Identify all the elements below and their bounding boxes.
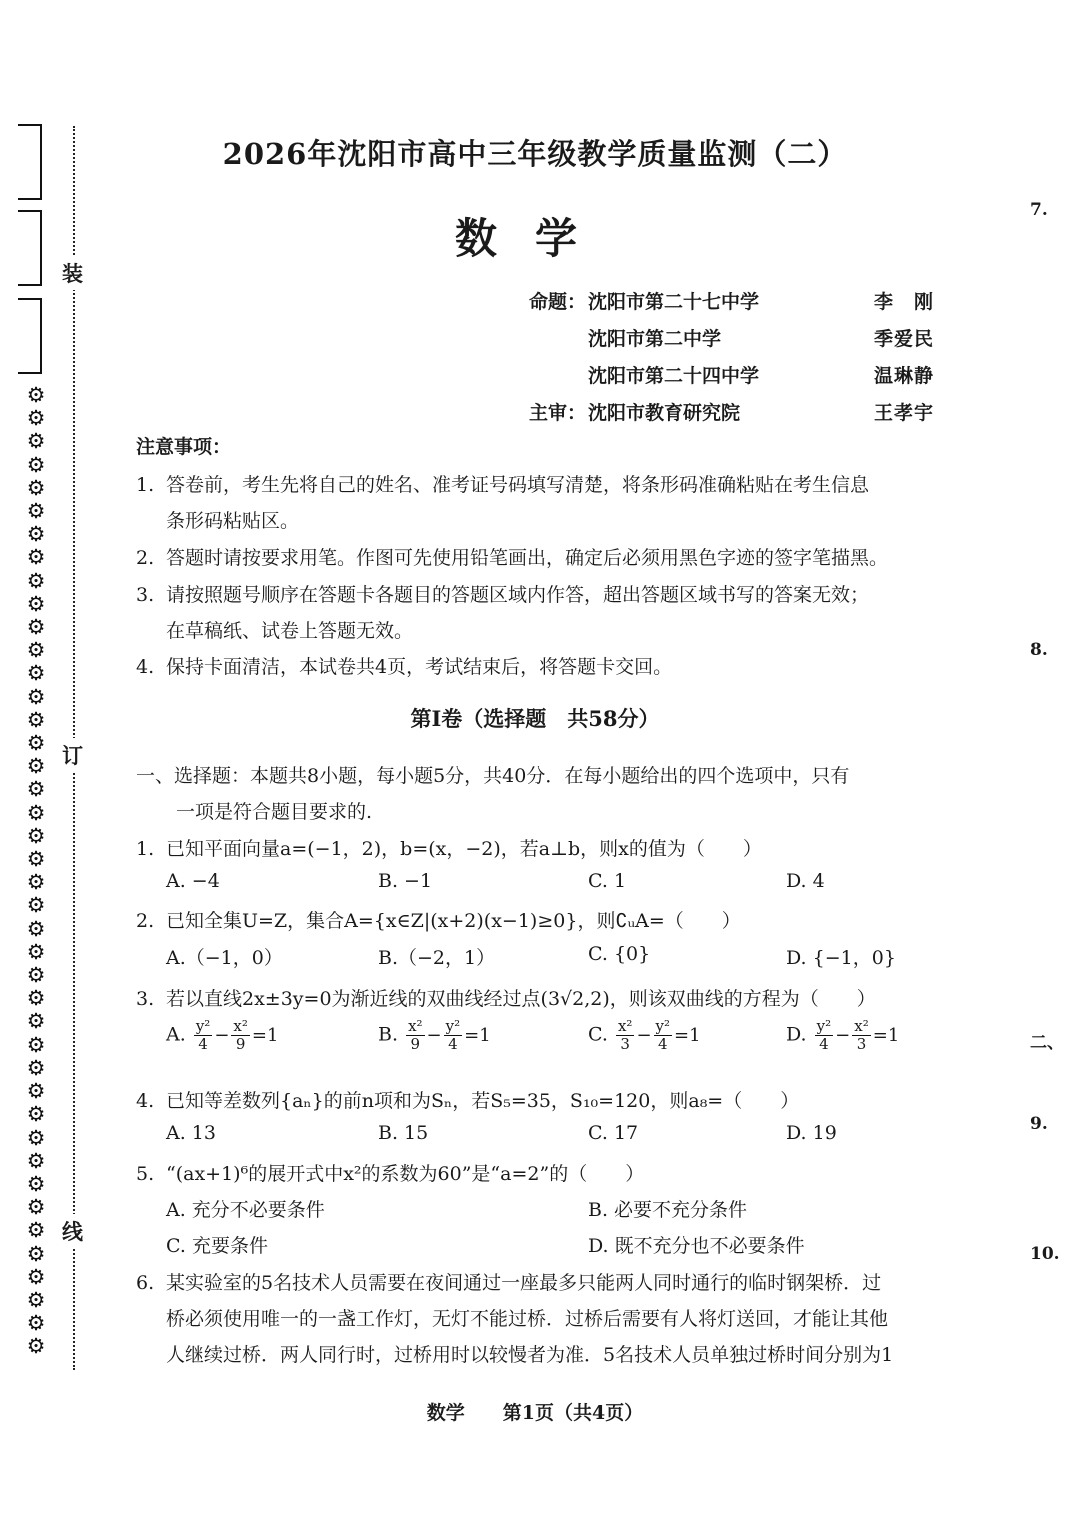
gear-icon: ⚙: [26, 568, 46, 593]
option-a: A. $\frac{\text{y²}}{4}$ − $\frac{\text{x²}}{9}$ =1: [166, 1017, 279, 1053]
equation-rhs: =1: [251, 1025, 279, 1046]
author-row: [520, 324, 940, 352]
question-stem: 已知平面向量a=(−1，2)，b=(x，−2)，若a⊥b，则x的值为（ ）: [166, 838, 762, 860]
option-d: D. $\frac{\text{y²}}{4}$ − $\frac{\text{x²}}{3}$ =1: [786, 1017, 900, 1053]
option-b: B. −1: [378, 870, 433, 892]
edge-question-number: 8.: [1030, 640, 1048, 660]
question-number: 4.: [136, 1090, 155, 1112]
fraction: $\frac{\text{y²}}{4}$: [445, 1017, 461, 1053]
author-row: [520, 361, 940, 389]
option-d: D. {−1，0}: [786, 947, 896, 969]
gear-icon: ⚙: [26, 777, 46, 802]
author-school: 沈阳市第二十四中学: [588, 365, 760, 387]
gear-icon: ⚙: [26, 870, 46, 895]
fraction: $\frac{\text{y²}}{4}$: [195, 1017, 211, 1053]
option-label: D.: [786, 1023, 807, 1046]
question-6: [136, 1268, 881, 1295]
notice-text: 保持卡面清洁，本试卷共4页，考试结束后，将答题卡交回。: [166, 656, 673, 678]
gear-icon: ⚙: [26, 1032, 46, 1057]
gear-icon: ⚙: [26, 383, 46, 407]
gear-icon: ⚙: [26, 1311, 46, 1336]
gear-icon: ⚙: [26, 1334, 46, 1359]
gear-icon: ⚙: [26, 522, 46, 547]
author-person: 李 刚: [874, 291, 935, 313]
gear-icon: ⚙: [26, 638, 46, 663]
option-a: A. 充分不必要条件: [166, 1199, 325, 1221]
option-label: C.: [588, 1023, 608, 1046]
question-stem: 已知等差数列{aₙ}的前n项和为Sₙ，若S₅=35，S₁₀=120，则a₈=（ ）: [166, 1090, 800, 1112]
fraction: $\frac{\text{x²}}{3}$: [617, 1017, 633, 1053]
notice-item: [136, 580, 869, 607]
gear-icon: ⚙: [26, 1079, 46, 1104]
gear-icon: ⚙: [26, 731, 46, 756]
question-stem: 若以直线2x±3y=0为渐近线的双曲线经过点(3√2,2)，则该双曲线的方程为（ ）: [166, 988, 876, 1010]
notice-text: 在草稿纸、试卷上答题无效。: [166, 620, 414, 642]
edge-question-number: 9.: [1030, 1114, 1048, 1134]
gear-icon: ⚙: [26, 800, 46, 825]
gear-icon: ⚙: [26, 916, 46, 941]
author-row: [520, 398, 940, 426]
fraction: $\frac{\text{x²}}{9}$: [408, 1017, 423, 1053]
option-a: A. −4: [166, 870, 220, 892]
gear-icon: ⚙: [26, 1009, 46, 1034]
equation-rhs: =1: [464, 1025, 491, 1046]
gear-border: [22, 384, 50, 1359]
gear-icon: ⚙: [26, 661, 46, 686]
notice-text: 答卷前，考生先将自己的姓名、准考证号码填写清楚，将条形码准确粘贴在考生信息: [166, 474, 870, 496]
option-b: B. $\frac{\text{x²}}{9}$ − $\frac{\text{y²}}{4}$ =1: [378, 1017, 491, 1053]
notice-number: 4.: [136, 656, 155, 678]
option-c: C. $\frac{\text{x²}}{3}$ − $\frac{\text{y²}}{4}$ =1: [588, 1017, 701, 1053]
author-school: 沈阳市第二中学: [588, 328, 722, 350]
notice-text: 答题时请按要求用笔。作图可先使用铅笔画出，确定后必须用黑色字迹的签字笔描黑。: [166, 547, 889, 569]
gear-icon: ⚙: [26, 591, 46, 616]
page-footer: 数学 第1页（共4页）: [426, 1402, 644, 1424]
notice-text: 请按照题号顺序在答题卡各题目的答题区域内作答，超出答题区域书写的答案无效；: [166, 584, 870, 606]
option-c: C. {0}: [588, 943, 651, 965]
gear-icon: ⚙: [26, 963, 46, 988]
fraction: $\frac{\text{x²}}{9}$: [233, 1017, 248, 1053]
section-heading: 一项是符合题目要求的.: [176, 801, 373, 823]
question-3: [136, 984, 876, 1011]
fraction: $\frac{\text{y²}}{4}$: [655, 1017, 671, 1053]
question-2: [136, 906, 741, 933]
question-number: 6.: [136, 1272, 155, 1294]
option-d: D. 19: [786, 1122, 837, 1144]
binding-char-zhuang: 装: [62, 256, 83, 290]
option-b: B. 必要不充分条件: [588, 1199, 748, 1221]
volume-title: 第Ⅰ卷（选择题 共58分）: [410, 706, 660, 731]
gear-icon: ⚙: [26, 1218, 46, 1243]
gear-icon: ⚙: [26, 939, 46, 964]
notice-heading: 注意事项：: [136, 436, 232, 458]
gear-icon: ⚙: [26, 475, 46, 500]
gear-icon: ⚙: [26, 1195, 46, 1220]
question-stem: “(ax+1)⁶的展开式中x²的系数为60”是“a=2”的（ ）: [166, 1163, 645, 1185]
author-role: 命题：: [528, 291, 586, 313]
edge-section-marker: 二、: [1030, 1033, 1064, 1053]
gear-icon: ⚙: [26, 707, 46, 732]
section-heading: 一、选择题：本题共8小题，每小题5分，共40分．在每小题给出的四个选项中，只有: [136, 765, 850, 787]
question-number: 1.: [136, 838, 155, 860]
gear-icon: ⚙: [26, 986, 46, 1011]
question-5: [136, 1159, 644, 1186]
question-stem: 某实验室的5名技术人员需要在夜间通过一座最多只能两人同时通行的临时钢架桥．过: [166, 1272, 882, 1294]
gear-icon: ⚙: [26, 1241, 46, 1266]
gear-icon: ⚙: [26, 1102, 46, 1127]
gear-icon: ⚙: [26, 406, 46, 431]
question-stem: 已知全集U=Z，集合A={x∈Z|(x+2)(x−1)≥0}，则∁ᵤA=（ ）: [166, 910, 741, 932]
gear-icon: ⚙: [26, 893, 46, 918]
question-number: 5.: [136, 1163, 155, 1185]
option-label: A.: [166, 1023, 186, 1046]
binding-char-ding: 订: [62, 738, 83, 772]
binding-bracket: [18, 298, 42, 374]
gear-icon: ⚙: [26, 1287, 46, 1312]
gear-icon: ⚙: [26, 1264, 46, 1289]
option-c: C. 1: [588, 870, 627, 892]
gear-icon: ⚙: [26, 1055, 46, 1080]
gear-icon: ⚙: [26, 684, 46, 709]
author-person: 季爱民: [874, 328, 935, 350]
question-number: 3.: [136, 988, 155, 1010]
gear-icon: ⚙: [26, 545, 46, 570]
fraction: $\frac{\text{x²}}{3}$: [854, 1017, 869, 1053]
author-row: [520, 287, 940, 315]
gear-icon: ⚙: [26, 429, 46, 454]
notice-item: [136, 470, 869, 497]
binding-char-xian: 线: [62, 1214, 83, 1248]
option-d: D. 既不充分也不必要条件: [588, 1235, 805, 1257]
edge-question-number: 7.: [1030, 200, 1048, 220]
question-1: [136, 834, 762, 861]
exam-title: 2026年沈阳市高中三年级教学质量监测（二）: [222, 137, 848, 171]
equation-rhs: =1: [674, 1025, 701, 1046]
question-number: 2.: [136, 910, 155, 932]
equation-rhs: =1: [872, 1025, 900, 1046]
author-person: 王孝宇: [874, 402, 935, 424]
notice-text: 条形码粘贴区。: [166, 510, 300, 532]
gear-icon: ⚙: [26, 615, 46, 640]
gear-icon: ⚙: [26, 499, 46, 524]
option-a: A.（−1，0）: [166, 947, 283, 969]
author-person: 温琳静: [874, 365, 935, 387]
option-b: B.（−2，1）: [378, 947, 496, 969]
author-school: 沈阳市教育研究院: [588, 402, 741, 424]
gear-icon: ⚙: [26, 1148, 46, 1173]
option-b: B. 15: [378, 1122, 429, 1144]
gear-icon: ⚙: [26, 847, 46, 872]
gear-icon: ⚙: [26, 1125, 46, 1150]
option-a: A. 13: [166, 1122, 216, 1144]
notice-number: 2.: [136, 547, 155, 569]
question-stem: 人继续过桥．两人同行时，过桥用时以较慢者为准．5名技术人员单独过桥时间分别为1: [166, 1344, 894, 1366]
question-4: [136, 1086, 799, 1113]
option-label: B.: [378, 1023, 399, 1046]
option-c: C. 17: [588, 1122, 639, 1144]
notice-number: 3.: [136, 584, 155, 606]
author-school: 沈阳市第二十七中学: [588, 291, 760, 313]
notice-item: [136, 652, 672, 679]
notice-item: [136, 543, 888, 570]
author-role: 主审：: [528, 402, 586, 424]
gear-icon: ⚙: [26, 452, 46, 477]
subject-title: 数学: [454, 214, 615, 263]
question-stem: 桥必须使用唯一的一盏工作灯，无灯不能过桥．过桥后需要有人将灯送回，才能让其他: [166, 1308, 889, 1330]
gear-icon: ⚙: [26, 754, 46, 779]
option-d: D. 4: [786, 870, 825, 892]
fraction: $\frac{\text{y²}}{4}$: [816, 1017, 832, 1053]
notice-number: 1.: [136, 474, 155, 496]
edge-question-number: 10.: [1030, 1244, 1060, 1264]
gear-icon: ⚙: [26, 823, 46, 848]
option-c: C. 充要条件: [166, 1235, 268, 1257]
gear-icon: ⚙: [26, 1171, 46, 1196]
